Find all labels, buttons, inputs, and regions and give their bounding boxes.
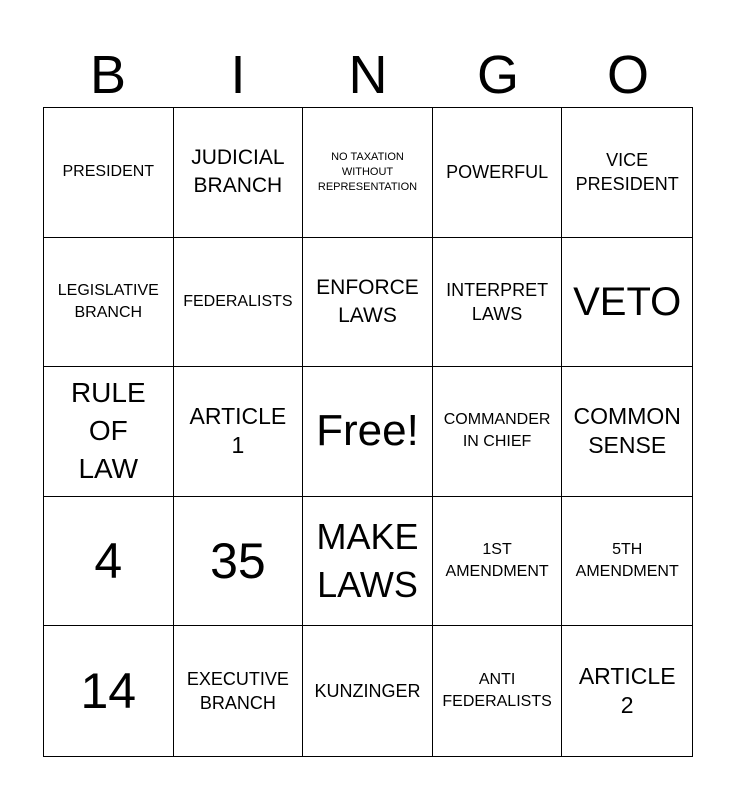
bingo-cell[interactable]: 1ST AMENDMENT	[433, 497, 563, 627]
bingo-cell[interactable]: FEDERALISTS	[174, 238, 304, 368]
bingo-cell[interactable]: 35	[174, 497, 304, 627]
bingo-cell[interactable]: MAKE LAWS	[303, 497, 433, 627]
bingo-header	[43, 42, 693, 108]
header-letter-o: O	[606, 45, 649, 105]
header-letter-i: I	[230, 45, 246, 105]
bingo-cell[interactable]: KUNZINGER	[303, 626, 433, 756]
bingo-cell[interactable]: 5TH AMENDMENT	[562, 497, 692, 627]
bingo-cell[interactable]: ENFORCE LAWS	[303, 238, 433, 368]
bingo-cell[interactable]: VETO	[562, 238, 692, 368]
bingo-cell[interactable]: VICE PRESIDENT	[562, 108, 692, 238]
bingo-cell[interactable]: INTERPRET LAWS	[433, 238, 563, 368]
bingo-cell[interactable]: POWERFUL	[433, 108, 563, 238]
header-letter-b: B	[89, 45, 127, 105]
bingo-cell[interactable]: 14	[44, 626, 174, 756]
bingo-cell[interactable]: EXECUTIVE BRANCH	[174, 626, 304, 756]
bingo-cell[interactable]: RULE OF LAW	[44, 367, 174, 497]
bingo-cell[interactable]: ARTICLE 2	[578, 663, 676, 719]
bingo-cell[interactable]: PRESIDENT	[44, 108, 174, 238]
bingo-cell[interactable]: ANTI FEDERALISTS	[433, 626, 563, 756]
bingo-cell[interactable]: LEGISLATIVE BRANCH	[44, 238, 174, 368]
free-space-cell[interactable]: Free!	[303, 367, 433, 497]
bingo-cell[interactable]: NO TAXATION WITHOUT REPRESENTATION	[303, 108, 433, 238]
bingo-cell[interactable]: ARTICLE 1	[174, 367, 304, 497]
bingo-cell[interactable]: 4	[44, 497, 174, 627]
header-letter-g: G	[476, 45, 519, 105]
bingo-cell[interactable]: COMMANDER IN CHIEF	[433, 367, 563, 497]
bingo-board	[43, 107, 693, 757]
header-letter-n: N	[348, 45, 388, 105]
bingo-cell[interactable]: COMMON SENSE	[562, 367, 692, 497]
bingo-cell[interactable]: JUDICIAL BRANCH	[174, 108, 304, 238]
